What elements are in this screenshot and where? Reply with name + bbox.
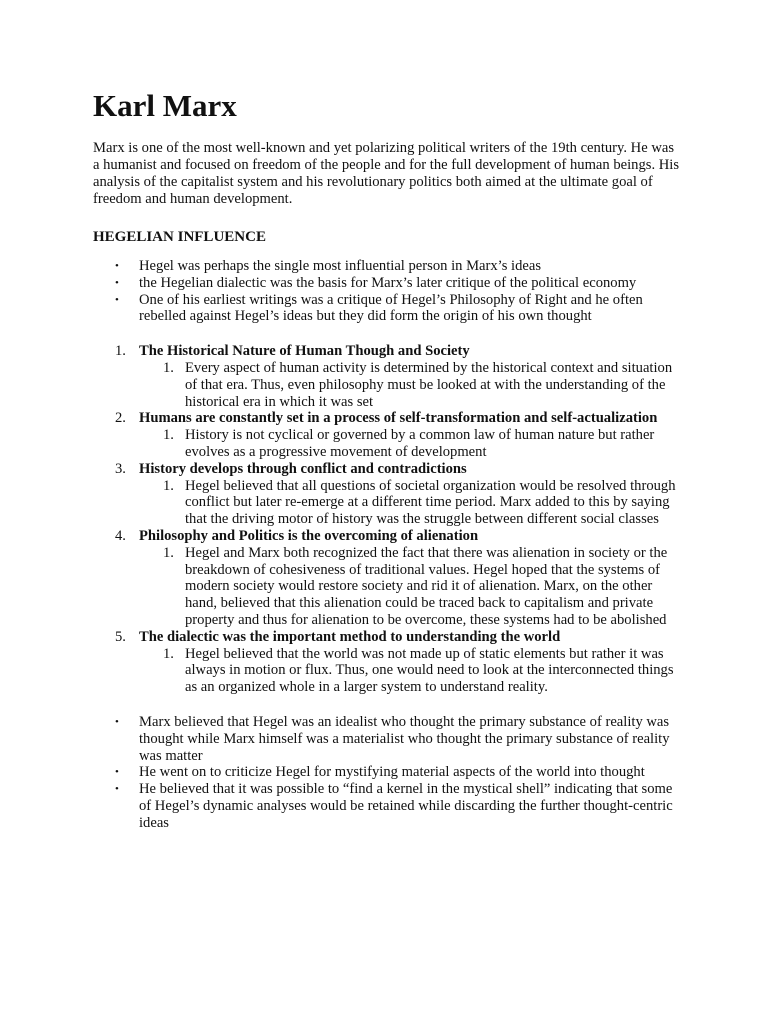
bullet-icon: •: [115, 276, 119, 289]
bullet-item: [93, 258, 683, 275]
sub-item-text: Hegel believed that all questions of societal organization would be resolved through conflict but later re-emerge at a different time period. Marx added to this by saying that the driving motor of history was the struggle between different social classes: [185, 477, 676, 528]
sub-item-number: 1.: [163, 359, 174, 376]
section-heading: HEGELIAN INFLUENCE: [93, 229, 266, 245]
bullet-icon: •: [115, 260, 119, 272]
sub-item-number: 1.: [163, 645, 174, 662]
bullet-text: One of his earliest writings was a critique of Hegel’s Philosophy of Right and he often rebelled against Hegel’s ideas but they did form the origin of his own thought: [139, 291, 643, 325]
bullet-list-top: [93, 258, 708, 325]
bullet-item: [93, 275, 683, 292]
sub-item: [93, 427, 683, 461]
bullet-item: [93, 764, 683, 781]
numbered-item: [93, 629, 683, 696]
sub-item-number: 1.: [163, 477, 174, 494]
bullet-item: [93, 292, 683, 326]
item-number: 4.: [115, 527, 126, 544]
list-spacer: [93, 696, 708, 714]
bullet-text: Marx believed that Hegel was an idealist who thought the primary substance of reality was thought while Marx himself was a materialist who thought the primary substance of reality was matter: [139, 713, 670, 764]
intro-paragraph: Marx is one of the most well-known and yet polarizing political writers of the 19th century. He was a humanist and focused on freedom of the people and for the full development of human beings. His analysis of the capitalist system and his revolutionary politics both aimed at the ultimate goal of freedom and human development.: [93, 140, 680, 207]
item-number: 3.: [115, 460, 126, 477]
numbered-list: [93, 343, 708, 696]
bullet-item: [93, 781, 683, 831]
item-heading: History develops through conflict and contradictions: [139, 460, 467, 477]
bullet-icon: •: [115, 783, 119, 796]
bullet-list-bottom: [93, 714, 708, 832]
sub-item: [93, 646, 683, 696]
bullet-text: He believed that it was possible to “find a kernel in the mystical shell” indicating that some of Hegel’s dynamic analyses would be retained while discarding the further thought-centric ideas: [139, 781, 673, 831]
item-number: 1.: [115, 343, 126, 360]
sub-list: [139, 360, 683, 410]
sub-item: [93, 545, 683, 629]
sub-item-text: Every aspect of human activity is determined by the historical context and situation of that era. Thus, even philosophy must be looked at with the understanding of the historical era in which it was set: [185, 359, 673, 410]
numbered-item: [93, 343, 683, 410]
numbered-item: [93, 528, 683, 629]
bullet-icon: •: [115, 766, 119, 779]
bullet-icon: •: [115, 293, 119, 306]
sub-item-text: History is not cyclical or governed by a common law of human nature but rather evolves as a progressive movement of development: [185, 427, 655, 460]
sub-item-text: Hegel believed that the world was not made up of static elements but rather it was always in motion or flux. Thus, one would need to look at the interconnected things as an organized whole in a larger system to understand reality.: [185, 645, 674, 696]
bullet-text: Hegel was perhaps the single most influential person in Marx’s ideas: [139, 258, 542, 274]
sub-item-text: Hegel and Marx both recognized the fact that there was alienation in society or the breakdown of cohesiveness of traditional values. Hegel hoped that the systems of modern society would restore society and rid it of alienation. Marx, on the other hand, believed that this alienation could be traced back to capitalism and private property and thus for alienation to be overcome, these systems had to be abolished: [185, 544, 668, 628]
sub-item-number: 1.: [163, 544, 174, 561]
item-number: 5.: [115, 628, 126, 645]
sub-list: [139, 478, 683, 528]
item-heading: The dialectic was the important method to understanding the world: [139, 628, 561, 645]
sub-list: [139, 646, 683, 696]
item-number: 2.: [115, 410, 126, 427]
sub-item: [93, 360, 683, 410]
bullet-text: the Hegelian dialectic was the basis for Marx’s later critique of the political economy: [139, 274, 637, 291]
sub-list: [139, 427, 683, 461]
numbered-item: [93, 410, 683, 460]
bullet-text: He went on to criticize Hegel for mystifying material aspects of the world into thought: [139, 764, 645, 781]
item-heading: Philosophy and Politics is the overcoming of alienation: [139, 527, 479, 544]
bullet-item: [93, 714, 683, 764]
item-heading: The Historical Nature of Human Though and Society: [139, 343, 470, 360]
sub-item: [93, 478, 683, 528]
sub-item-number: 1.: [163, 427, 174, 444]
bullet-icon: •: [115, 715, 119, 728]
sub-list: [139, 545, 683, 629]
document-title: Karl Marx: [93, 88, 237, 123]
item-heading: Humans are constantly set in a process of self-transformation and self-actualization: [139, 410, 658, 427]
numbered-item: [93, 461, 683, 528]
